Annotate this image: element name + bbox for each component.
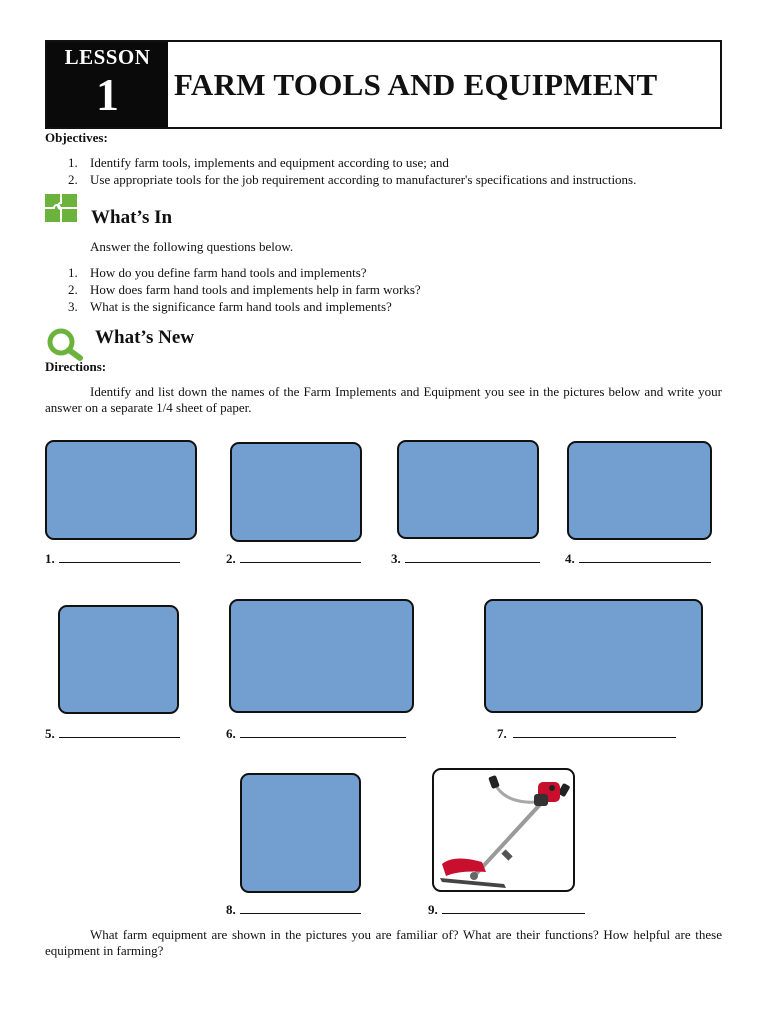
magnifier-icon: [45, 326, 85, 362]
lesson-badge: [47, 42, 168, 127]
answer-line: [405, 552, 540, 563]
puzzle-icon: [45, 194, 77, 222]
question-number: 2.: [68, 282, 78, 297]
objectives-label: Objectives:: [45, 130, 108, 145]
objective-item: [68, 154, 722, 171]
answer-line: [513, 727, 676, 738]
lesson-title: FARM TOOLS AND EQUIPMENT: [174, 67, 658, 102]
picture-placeholder-5: [58, 605, 179, 714]
whats-in-intro: Answer the following questions below.: [90, 239, 294, 254]
question-number: 1.: [68, 265, 78, 280]
answer-line: [240, 727, 406, 738]
answer-line: [240, 552, 361, 563]
answer-blank-1: [45, 551, 180, 567]
answer-line: [579, 552, 711, 563]
picture-placeholder-4: [567, 441, 712, 540]
answer-label: 3.: [391, 551, 401, 566]
objective-number: 1.: [68, 155, 78, 170]
question-text: How does farm hand tools and implements help in farm works?: [90, 282, 421, 297]
answer-line: [442, 903, 585, 914]
question-number: 3.: [68, 299, 78, 314]
question-item: [68, 264, 728, 281]
answer-blank-8: [226, 902, 361, 918]
answer-label: 5.: [45, 726, 55, 741]
answer-label: 6.: [226, 726, 236, 741]
answer-label: 9.: [428, 902, 438, 917]
objective-text: Identify farm tools, implements and equipment according to use; and: [90, 155, 449, 170]
objective-number: 2.: [68, 172, 78, 187]
whats-new-heading: What’s New: [95, 327, 195, 348]
picture-placeholder-6: [229, 599, 414, 713]
answer-label: 1.: [45, 551, 55, 566]
directions-label: Directions:: [45, 359, 107, 374]
answer-blank-6: [226, 726, 406, 742]
answer-blank-4: [565, 551, 711, 567]
brush-cutter-icon: [434, 770, 575, 892]
whats-in-heading: What’s In: [91, 207, 173, 228]
answer-blank-9: [428, 902, 585, 918]
answer-blank-3: [391, 551, 540, 567]
closing-question: What farm equipment are shown in the pictures you are familiar of? What are their functions? How helpful are these equipment in farming?: [45, 927, 722, 958]
objective-item: [68, 171, 722, 188]
answer-line: [59, 727, 180, 738]
question-item: [68, 298, 728, 315]
answer-blank-5: [45, 726, 180, 742]
answer-line: [240, 903, 361, 914]
picture-placeholder-3: [397, 440, 539, 539]
picture-placeholder-8: [240, 773, 361, 893]
question-item: [68, 281, 728, 298]
answer-blank-7: [497, 726, 676, 742]
answer-label: 8.: [226, 902, 236, 917]
objectives-list: [68, 154, 722, 188]
lesson-number: 1: [96, 69, 119, 120]
objective-text: Use appropriate tools for the job requirement according to manufacturer's specifications and instructions.: [90, 172, 637, 187]
question-text: What is the significance farm hand tools and implements?: [90, 299, 392, 314]
question-list: [68, 264, 728, 315]
answer-label: 7.: [497, 726, 507, 741]
lesson-header: [45, 40, 722, 129]
picture-placeholder-2: [230, 442, 362, 542]
answer-blank-2: [226, 551, 361, 567]
picture-placeholder-7: [484, 599, 703, 713]
brush-cutter-photo: [432, 768, 575, 892]
answer-label: 4.: [565, 551, 575, 566]
question-text: How do you define farm hand tools and implements?: [90, 265, 367, 280]
answer-label: 2.: [226, 551, 236, 566]
directions-text: Identify and list down the names of the Farm Implements and Equipment you see in the pictures below and write your answer on a separate 1/4 sheet of paper.: [45, 384, 722, 415]
lesson-word: LESSON: [64, 45, 151, 69]
picture-placeholder-1: [45, 440, 197, 540]
answer-line: [59, 552, 180, 563]
